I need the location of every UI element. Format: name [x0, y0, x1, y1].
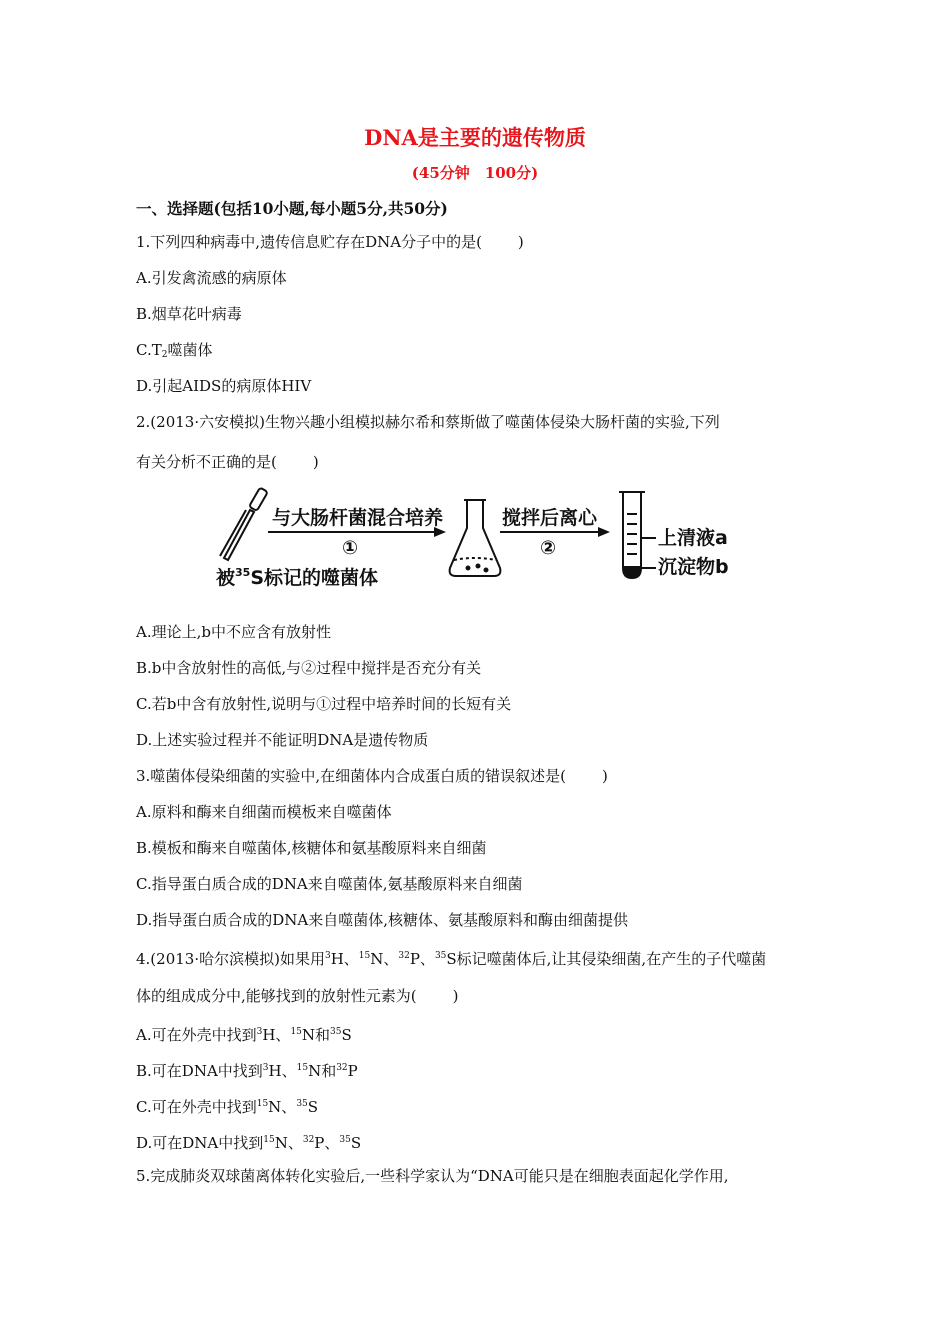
q3-option-d: D.指导蛋白质合成的DNA来自噬菌体,核糖体、氨基酸原料和酶由细菌提供 — [136, 911, 629, 929]
q1-stem: 1.下列四种病毒中,遗传信息贮存在DNA分子中的是( ) — [136, 233, 524, 251]
q4-stem-line2: 体的组成成分中,能够找到的放射性元素为( ) — [136, 987, 459, 1005]
q1-option-c: $C.T_2$噬菌体 — [136, 341, 213, 360]
q1-option-a: A.引发禽流感的病原体 — [136, 269, 287, 287]
phage-label: 被$^{35}$S标记的噬菌体 — [216, 566, 379, 589]
q3-stem: 3.噬菌体侵染细菌的实验中,在细菌体内合成蛋白质的错误叙述是( ) — [136, 767, 608, 785]
dropper-icon — [220, 487, 268, 560]
q2-option-a: A.理论上,b中不应含有放射性 — [136, 623, 331, 641]
q4-option-d: D.可在DNA中找到$^{15}$N、$^{32}$P、$^{35}$S — [136, 1134, 362, 1152]
section-heading: 一、选择题(包括10小题,每小题5分,共50分) — [136, 199, 448, 218]
q5-stem: 5.完成肺炎双球菌离体转化实验后,一些科学家认为“DNA可能只是在细胞表面起化学作用, — [136, 1167, 729, 1185]
flask-icon — [450, 500, 501, 576]
test-tube-icon — [619, 492, 656, 578]
q3-option-c: C.指导蛋白质合成的DNA来自噬菌体,氨基酸原料来自细菌 — [136, 875, 523, 893]
q4-option-b: B.可在DNA中找到$^3$H、$^{15}$N和$^{32}$P — [136, 1062, 358, 1080]
q2-option-b: B.b中含放射性的高低,与②过程中搅拌是否充分有关 — [136, 659, 482, 677]
q3-option-b: B.模板和酶来自噬菌体,核糖体和氨基酸原料来自细菌 — [136, 839, 487, 857]
step2-number: ② — [540, 537, 557, 559]
q2-stem-line1: 2.(2013·六安模拟)生物兴趣小组模拟赫尔希和蔡斯做了噬菌体侵染大肠杆菌的实验,下列 — [136, 413, 720, 431]
q2-stem-line2: 有关分析不正确的是( ) — [136, 453, 319, 471]
experiment-figure — [210, 480, 750, 595]
q3-option-a: A.原料和酶来自细菌而模板来自噬菌体 — [136, 803, 392, 821]
q2-option-c: C.若b中含有放射性,说明与①过程中培养时间的长短有关 — [136, 695, 512, 713]
q4-stem-line1: 4.(2013·哈尔滨模拟)如果用$^3$H、$^{15}$N、$^{32}$P、$^{35}$S标记噬菌体后,让其侵染细菌,在产生的子代噬菌 — [136, 950, 767, 968]
document-title: DNA是主要的遗传物质 — [364, 125, 586, 150]
q4-option-a: A.可在外壳中找到$^3$H、$^{15}$N和$^{35}$S — [136, 1026, 352, 1044]
q4-option-c: C.可在外壳中找到$^{15}$N、$^{35}$S — [136, 1098, 319, 1116]
q1-option-b: B.烟草花叶病毒 — [136, 305, 242, 323]
step1-number: ① — [342, 537, 359, 559]
supernatant-label: 上清液a — [658, 527, 728, 549]
step2-label: 搅拌后离心 — [502, 507, 598, 529]
sediment-label: 沉淀物b — [658, 556, 729, 578]
document-subtitle: (45分钟 100分) — [411, 164, 539, 182]
q1-option-d: D.引起AIDS的病原体HIV — [136, 377, 312, 395]
q2-option-d: D.上述实验过程并不能证明DNA是遗传物质 — [136, 731, 429, 749]
step1-label: 与大肠杆菌混合培养 — [272, 507, 444, 529]
